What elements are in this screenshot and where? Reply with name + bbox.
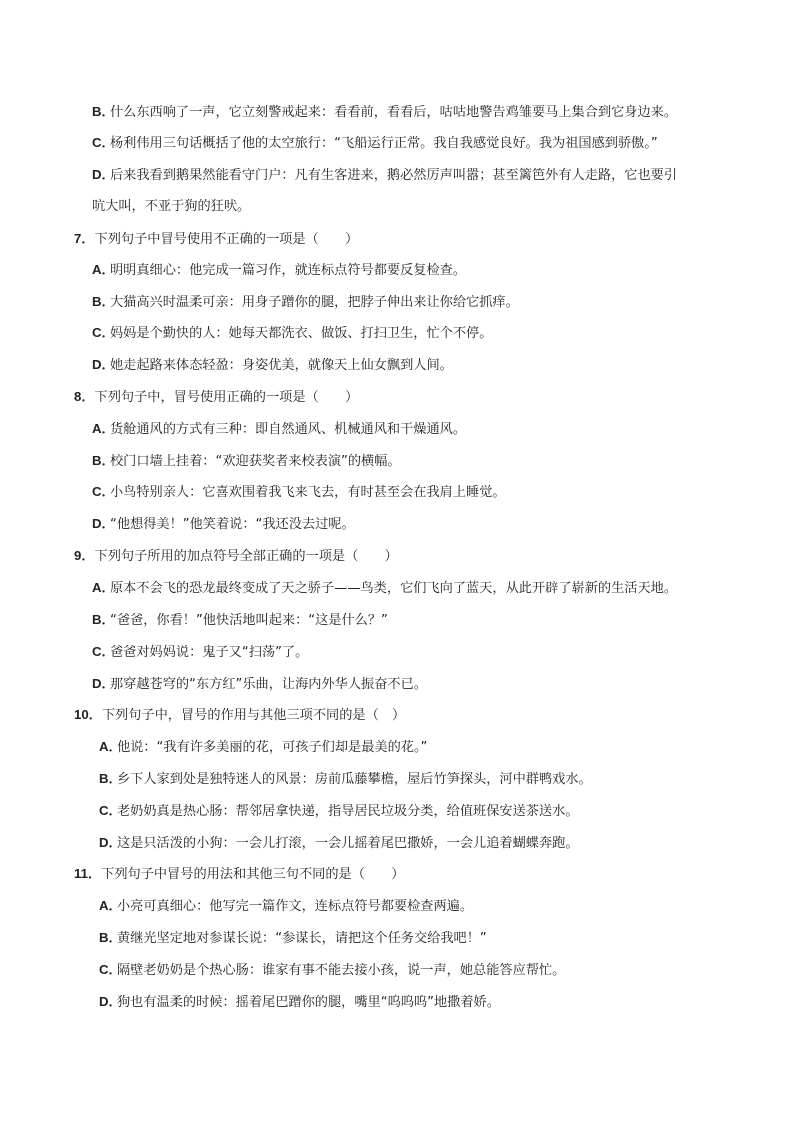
option-letter: C． [92, 644, 115, 659]
option-letter: A． [92, 580, 115, 595]
q8-option-b [92, 451, 401, 472]
question-number: 11． [74, 866, 102, 881]
q7-stem [74, 229, 358, 250]
q10-option-d [99, 833, 579, 854]
q6-option-b [92, 102, 677, 123]
q9-option-a [92, 578, 677, 599]
option-letter: D． [99, 994, 122, 1009]
option-letter: B． [92, 453, 115, 468]
option-text: 老奶奶真是热心肠：帮邻居拿快递，指导居民垃圾分类，给值班保安送茶送水。 [117, 804, 579, 819]
q7-option-b [92, 292, 519, 313]
question-text: 下列句子所用的加点符号全部正确的一项是（ ） [94, 549, 398, 564]
q6-option-c [92, 133, 658, 154]
q10-option-a [99, 737, 427, 758]
option-letter: D． [92, 167, 115, 182]
option-text: 小鸟特别亲人：它喜欢围着我飞来飞去，有时甚至会在我肩上睡觉。 [110, 485, 506, 500]
question-text: 下列句子中冒号使用不正确的一项是（ ） [94, 232, 359, 247]
option-letter: B． [92, 294, 115, 309]
q6-option-d-continued [92, 197, 250, 217]
option-text: 原本不会飞的恐龙最终变成了天之骄子——鸟类，它们飞向了蓝天，从此开辟了崭新的生活天地。 [110, 581, 678, 596]
option-text: 货舱通风的方式有三种：即自然通风、机械通风和干燥通风。 [110, 422, 467, 437]
option-letter: D． [99, 835, 122, 850]
option-text: 乡下人家到处是独特迷人的风景：房前瓜藤攀檐，屋后竹笋探头，河中群鸭戏水。 [117, 772, 592, 787]
question-number: 9． [74, 548, 95, 563]
option-letter: B． [92, 612, 115, 627]
q9-stem [74, 546, 398, 567]
question-text: 下列句子中冒号的用法和其他三句不同的是（ ） [101, 867, 405, 882]
option-letter: C． [99, 962, 122, 977]
option-text: 小亮可真细心：他写完一篇作文，连标点符号都要检查两遍。 [117, 899, 474, 914]
q7-option-d [92, 355, 453, 376]
option-text: 妈妈是个勤快的人：她每天都洗衣、做饭、打扫卫生，忙个不停。 [110, 326, 493, 341]
q9-option-d [92, 674, 427, 695]
option-letter: D． [92, 516, 115, 531]
q10-option-c [99, 801, 579, 822]
q10-stem [74, 705, 405, 726]
option-letter: D． [92, 357, 115, 372]
option-letter: B． [99, 930, 122, 945]
q11-option-b [99, 928, 487, 949]
option-letter: C． [92, 484, 115, 499]
option-text: 狗也有温柔的时候：摇着尾巴蹭你的腿，嘴里“呜呜呜”地撒着娇。 [117, 995, 500, 1010]
q11-option-a [99, 896, 473, 917]
option-text: 黄继光坚定地对参谋长说：“参谋长，请把这个任务交给我吧！” [117, 931, 487, 946]
option-text: 杨利伟用三句话概括了他的太空旅行：“飞船运行正常。我自我感觉良好。我为祖国感到骄傲。” [110, 136, 658, 151]
option-text: 爸爸对妈妈说：鬼子又“扫荡”了。 [110, 645, 309, 660]
option-text: “他想得美！”他笑着说：“我还没去过呢。 [110, 517, 355, 532]
option-text: 这是只活泼的小狗：一会儿打滚，一会儿摇着尾巴撒娇，一会儿追着蝴蝶奔跑。 [117, 836, 579, 851]
q11-option-c [99, 960, 565, 981]
q9-option-b [92, 610, 388, 631]
option-letter: C． [99, 803, 122, 818]
option-text: 后来我看到鹅果然能看守门户：凡有生客进来，鹅必然厉声叫嚣；甚至篱笆外有人走路，它也要引 [110, 168, 678, 183]
option-letter: A． [92, 262, 115, 277]
question-number: 8． [74, 389, 95, 404]
q8-option-a [92, 419, 466, 440]
option-letter: A． [92, 421, 115, 436]
q7-option-a [92, 260, 466, 281]
question-text: 下列句子中，冒号使用正确的一项是（ ） [94, 390, 359, 405]
question-number: 10． [74, 707, 102, 722]
q8-stem [74, 387, 358, 408]
q11-stem [74, 864, 404, 885]
q8-option-d [92, 514, 355, 535]
option-letter: C． [92, 135, 115, 150]
q10-option-b [99, 769, 592, 790]
option-letter: B． [92, 104, 115, 119]
option-letter: A． [99, 739, 122, 754]
question-number: 7． [74, 231, 95, 246]
option-letter: B． [99, 771, 122, 786]
q7-option-c [92, 323, 492, 344]
question-text: 下列句子中，冒号的作用与其他三项不同的是（ ） [101, 708, 406, 723]
option-text: 大猫高兴时温柔可亲：用身子蹭你的腿，把脖子伸出来让你给它抓痒。 [110, 295, 519, 310]
option-text: 什么东西响了一声，它立刻警戒起来：看看前，看看后，咕咕地警告鸡雏要马上集合到它身边来。 [110, 105, 678, 120]
option-text: 明明真细心：他完成一篇习作，就连标点符号都要反复检查。 [110, 263, 467, 278]
option-text: 校门口墙上挂着：“欢迎获奖者来校表演”的横幅。 [110, 454, 401, 469]
q8-option-c [92, 482, 506, 503]
option-letter: D． [92, 676, 115, 691]
q9-option-c [92, 642, 308, 663]
option-letter: C． [92, 325, 115, 340]
option-text: “爸爸，你看！”他快活地叫起来：“这是什么？” [110, 613, 388, 628]
option-text: 那穿越苍穹的“东方红”乐曲，让海内外华人振奋不已。 [110, 677, 427, 692]
option-text: 隔壁老奶奶是个热心肠：谁家有事不能去接小孩，说一声，她总能答应帮忙。 [117, 963, 566, 978]
option-text: 他说：“我有许多美丽的花，可孩子们却是最美的花。” [117, 740, 428, 755]
option-letter: A． [99, 898, 122, 913]
q6-option-d [92, 165, 677, 186]
option-text: 她走起路来体态轻盈：身姿优美，就像天上仙女飘到人间。 [110, 358, 453, 373]
q11-option-d [99, 992, 500, 1013]
option-text: 吭大叫，不亚于狗的狂吠。 [92, 199, 251, 214]
